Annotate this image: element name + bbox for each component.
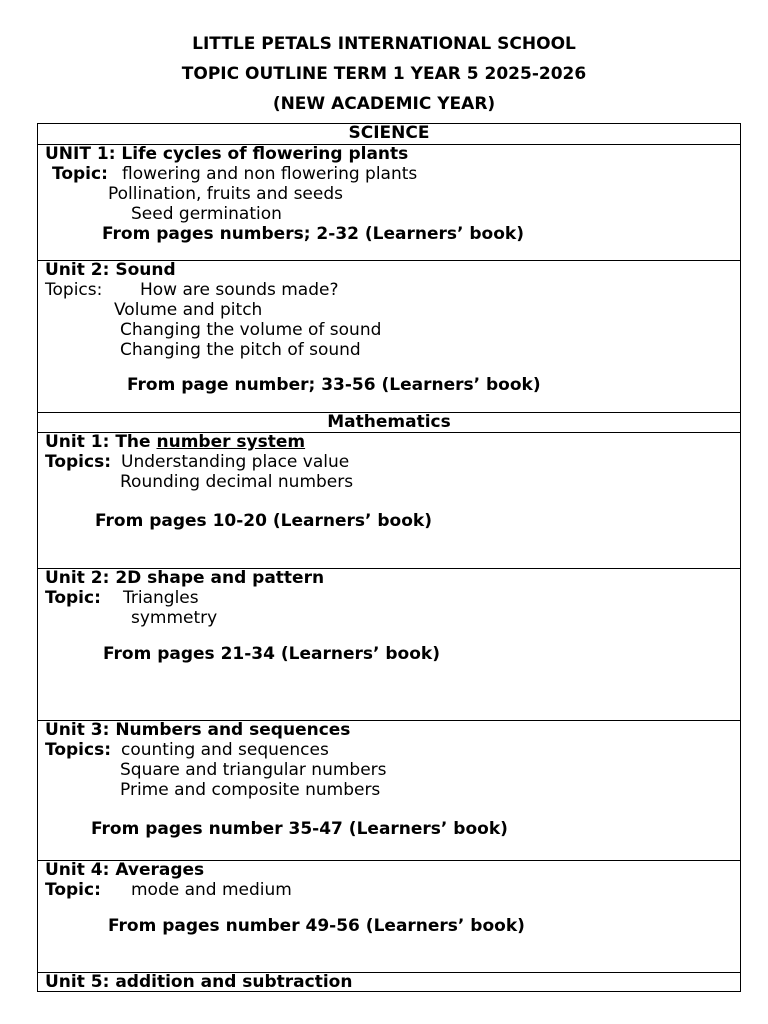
- topic-item: Rounding decimal numbers: [120, 472, 354, 492]
- topic-label: Topics:: [45, 452, 112, 472]
- topic-item: counting and sequences: [121, 740, 329, 760]
- school-name: LITTLE PETALS INTERNATIONAL SCHOOL: [192, 34, 576, 54]
- topic-item: symmetry: [131, 608, 218, 628]
- unit-title: UNIT 1: Life cycles of flowering plants: [45, 144, 409, 164]
- math-unit-5: [38, 973, 740, 991]
- topic-outline-table: [37, 123, 741, 992]
- page-range: From pages 10-20 (Learners’ book): [95, 511, 432, 531]
- topic-label: Topics:: [45, 280, 103, 300]
- unit-title: Unit 3: Numbers and sequences: [45, 720, 351, 740]
- unit-title: Unit 2: Sound: [45, 260, 176, 280]
- unit-title: Unit 5: addition and subtraction: [45, 972, 353, 992]
- topic-label: Topic:: [45, 880, 101, 900]
- topic-item: Pollination, fruits and seeds: [108, 184, 343, 204]
- topic-item: Square and triangular numbers: [120, 760, 387, 780]
- topic-item: How are sounds made?: [140, 280, 339, 300]
- math-unit-2: [38, 569, 740, 721]
- topic-label: Topic:: [45, 588, 101, 608]
- page-range: From pages 21-34 (Learners’ book): [103, 644, 440, 664]
- math-unit-3: [38, 721, 740, 861]
- unit-title-prefix: Unit 1: The: [45, 432, 157, 452]
- topic-item: Triangles: [123, 588, 199, 608]
- topic-item: flowering and non flowering plants: [122, 164, 418, 184]
- page-range: From pages number 49-56 (Learners’ book): [108, 916, 525, 936]
- science-heading: [38, 124, 740, 145]
- topic-item: Prime and composite numbers: [120, 780, 381, 800]
- science-unit-1: [38, 145, 740, 261]
- unit-title-underlined: number system: [156, 432, 306, 452]
- topic-label: Topics:: [45, 740, 112, 760]
- academic-year-note: (NEW ACADEMIC YEAR): [272, 94, 496, 114]
- page-range: From page number; 33-56 (Learners’ book): [127, 375, 541, 395]
- mathematics-heading: [38, 413, 740, 433]
- topic-item: Changing the volume of sound: [120, 320, 382, 340]
- math-unit-4: [38, 861, 740, 973]
- mathematics-heading-label: Mathematics: [327, 412, 451, 432]
- outline-title: TOPIC OUTLINE TERM 1 YEAR 5 2025-2026: [181, 64, 587, 84]
- science-unit-2: [38, 261, 740, 413]
- unit-title: Unit 4: Averages: [45, 860, 205, 880]
- math-unit-1: [38, 433, 740, 569]
- topic-item: Volume and pitch: [114, 300, 263, 320]
- unit-title: [45, 432, 305, 452]
- science-heading-label: SCIENCE: [348, 123, 430, 143]
- topic-label: Topic:: [52, 164, 108, 184]
- topic-item: Changing the pitch of sound: [120, 340, 361, 360]
- unit-title: Unit 2: 2D shape and pattern: [45, 568, 325, 588]
- topic-item: mode and medium: [131, 880, 292, 900]
- page-range: From pages number 35-47 (Learners’ book): [91, 819, 508, 839]
- topic-item: Seed germination: [131, 204, 282, 224]
- page-range: From pages numbers; 2-32 (Learners’ book): [102, 224, 524, 244]
- topic-item: Understanding place value: [121, 452, 350, 472]
